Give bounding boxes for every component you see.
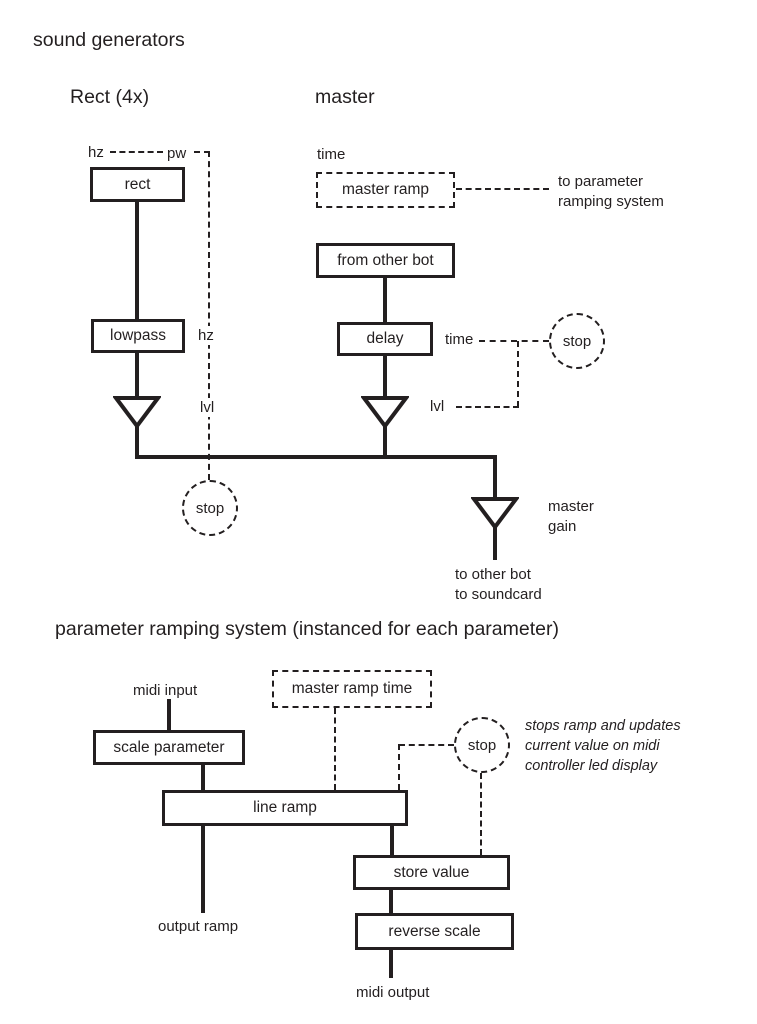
section-title-ramping-system: parameter ramping system (instanced for each parameter) [55, 618, 559, 640]
lineramp-to-storevalue-connector [390, 826, 394, 855]
delay-to-gain-connector [383, 353, 387, 397]
label-to-soundcard: to soundcard [455, 586, 542, 603]
stopbranch-to-lineramp-dashed-line [398, 744, 400, 790]
master-ramp-out-dashed-line [456, 188, 549, 190]
delay-gain-triangle-icon [361, 395, 409, 429]
storevalue-to-reversescale-connector [389, 890, 393, 913]
group-title-master: master [315, 86, 375, 108]
note-line2: current value on midi [525, 738, 660, 754]
label-master-gain-line2: gain [548, 518, 577, 535]
stop-node-rect: stop [182, 480, 238, 536]
master-ramp-box: master ramp [316, 172, 455, 208]
label-master-gain-line1: master [548, 498, 594, 515]
bus-to-mastergain-connector [493, 455, 497, 498]
mastergain-to-bus-connector [383, 425, 387, 459]
lowpass-to-gain-connector [135, 351, 139, 397]
label-hz-mid: hz [195, 326, 217, 345]
label-midi-input: midi input [133, 682, 198, 699]
section-title-sound-generators: sound generators [33, 29, 185, 51]
note-line1: stops ramp and updates [525, 718, 681, 734]
lineramp-to-outputramp-connector [201, 826, 205, 913]
rect-to-lowpass-connector [135, 200, 139, 321]
master-gain-triangle-icon [471, 496, 519, 530]
lowpass-filter-box: lowpass [91, 319, 185, 353]
note-line3: controller led display [525, 758, 658, 774]
label-midi-output: midi output [356, 984, 430, 1001]
label-pw-param: pw [167, 145, 187, 162]
hz-to-pw-dashed-line [110, 151, 163, 153]
label-lvl-left: lvl [197, 398, 217, 417]
pw-param-dashed-line [208, 151, 210, 480]
delay-box: delay [337, 322, 433, 356]
mastergain-output-connector [493, 527, 497, 560]
label-to-parameter-line2: ramping system [558, 193, 664, 210]
from-other-bot-box: from other bot [316, 243, 455, 278]
label-time-param: time [317, 146, 346, 163]
group-title-rect-4x: Rect (4x) [70, 86, 150, 108]
lvl-to-stop-dashed-line [456, 406, 519, 408]
label-hz-param: hz [88, 144, 104, 161]
gain-triangle-icon [113, 395, 161, 429]
master-ramp-time-box: master ramp time [272, 670, 432, 708]
rect-oscillator-box: rect [90, 167, 185, 202]
frombot-to-delay-connector [383, 276, 387, 324]
line-ramp-box: line ramp [162, 790, 408, 826]
time-to-stop-dashed-line [479, 340, 549, 342]
scale-parameter-box: scale parameter [93, 730, 245, 765]
gain-to-bus-connector [135, 425, 139, 459]
stop-to-branch-dashed-line [399, 744, 454, 746]
stop-node-master: stop [549, 313, 605, 369]
stop-node-ramping: stop [454, 717, 510, 773]
rampTime-to-lineramp-dashed-line [334, 708, 336, 790]
reverse-scale-box: reverse scale [355, 913, 514, 950]
midiinput-to-scale-connector [167, 699, 171, 732]
scale-to-lineramp-connector [201, 762, 205, 790]
label-to-parameter-line1: to parameter [558, 173, 644, 190]
stop-to-storevalue-dashed-line [480, 773, 482, 855]
stop-branch-vertical-dashed-line [517, 341, 519, 407]
label-to-other-bot: to other bot [455, 566, 531, 583]
mix-bus-line [135, 455, 497, 459]
store-value-box: store value [353, 855, 510, 890]
reversescale-to-midioutput-connector [389, 950, 393, 978]
label-output-ramp: output ramp [158, 918, 239, 935]
label-time-delay: time [445, 331, 474, 348]
label-lvl-master: lvl [430, 398, 445, 415]
